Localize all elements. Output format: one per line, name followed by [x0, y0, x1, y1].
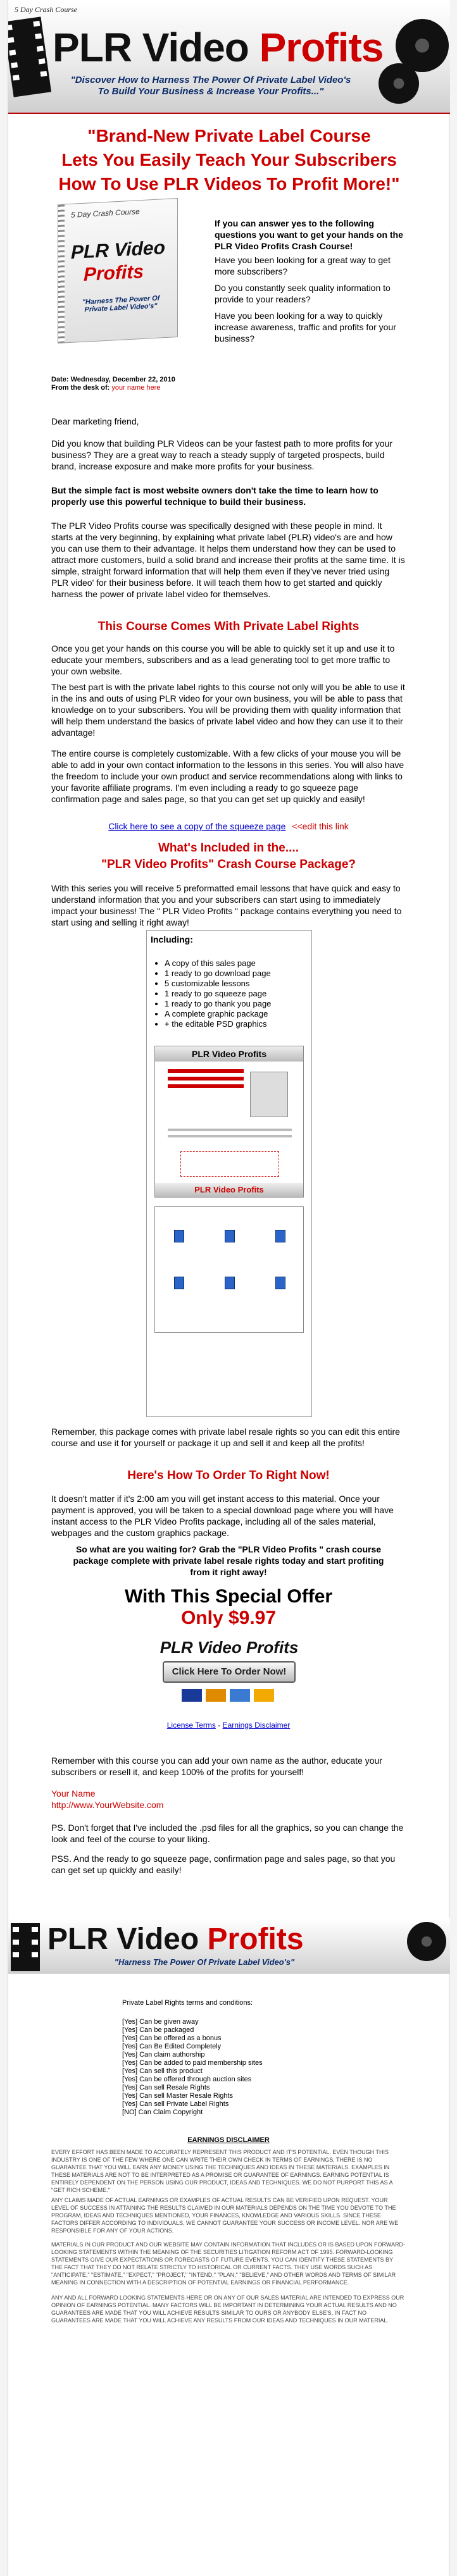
ecover-image: 5 Day Crash Course PLR Video Profits "Harness The Power Of Private Label Video's"	[58, 198, 178, 344]
rights-item: [Yes] Can be offered as a bonus	[122, 2034, 222, 2042]
section-title: Here's How To Order To Right Now!	[127, 1469, 330, 1482]
body-paragraph: It doesn't matter if it's 2:00 am you will get instant access to this material. Once your payment is approved, you will be taken to a special download page where you will have instant access to the PLR Video Profits package, including all of the sales material, webpages and the custom graphics package.	[51, 1494, 394, 1538]
greeting: Dear marketing friend,	[51, 416, 139, 426]
header-subtitle: "Discover How to Harness The Power Of Private Label Video's To Build Your Business & Increase Your Profits..."	[70, 75, 351, 97]
hero-intro: If you can answer yes to the following questions you want to get your hands on the PLR Video Profits Crash Course!	[215, 218, 403, 251]
rights-item: [Yes] Can sell this product	[122, 2067, 203, 2075]
salespage-thumbnail: PLR Video Profits PLR Video Profits	[154, 1046, 304, 1198]
includes-item: • A complete graphic package	[165, 1009, 305, 1019]
from-line: From the desk of: your name here	[51, 384, 161, 392]
rights-item: [Yes] Can sell Resale Rights	[122, 2084, 210, 2091]
body-paragraph: The PLR Video Profits course was specifically designed with these people in mind. It starts at the very beginning, by explaining what private label (PLR) video's are and how you can use them to their advantage. It helps them understand how they can be used to attract more customers, build a solid brand and increase their profits at the same time. It is simple, straight forward information that will help them even if they've never tried using PLR video' for their business before. It will teach them how to get started and quickly harness the power of private label video for themselves.	[51, 521, 405, 599]
rights-item: [Yes] Can be given away	[122, 2018, 199, 2026]
ps-paragraph: PS. Don't forget that I've included the .psd files for all the graphics, so you can change the look and feel of the course to your liking.	[51, 1823, 404, 1844]
includes-box	[146, 930, 312, 1417]
rights-item: [Yes] Can be packaged	[122, 2026, 194, 2034]
footer-subtitle: "Harness The Power Of Private Label Video's"	[114, 1957, 295, 1967]
body-paragraph: Once you get your hands on this course you will be able to quickly set it up and use it to educate your members, subscribers and as a lead generating tool to get more traffic to your own website.	[51, 643, 395, 676]
disclaimer-title: EARNINGS DISCLAIMER	[187, 2136, 270, 2144]
signature-url: http://www.YourWebsite.com	[51, 1800, 164, 1810]
film-strip-icon	[11, 1923, 40, 1971]
section-title: "PLR Video Profits" Crash Course Package?	[101, 858, 356, 871]
body-paragraph: The best part is with the private label rights to this course not only will you be able to use it in the ins and outs of using PLR video for your own business, you will be able to pass that knowledge on to your subscribers. You will be providing them with quality information that will help them understand the basics of private label video and how they can use it to their advantage!	[51, 682, 405, 738]
body-paragraph: With this series you will receive 5 preformatted email lessons that have quick and easy to understand information that you and your subscribers can start using to immediately impact your business! The " PLR Video Profits " package contains everything you need to start using and selling it right away!	[51, 883, 402, 927]
order-now-button[interactable]: Click Here To Order Now!	[163, 1661, 296, 1683]
offer-title: With This Special Offer	[124, 1586, 333, 1607]
includes-item: • 1 ready to go thank you page	[165, 999, 305, 1009]
disclaimer-paragraph: ANY CLAIMS MADE OF ACTUAL EARNINGS OR EXAMPLES OF ACTUAL RESULTS CAN BE VERIFIED UPON REQUEST. YOUR LEVEL OF SUCCESS IN ATTAINING THE RESULTS CLAIMED IN OUR MATERIALS DEPENDS ON THE TIME YOU DEVOTE TO THE PROGRAM, IDEAS AND TECHNIQUES MENTIONED, YOUR FINANCES, KNOWLEDGE AND VARIOUS SKILLS. SINCE THESE FACTORS DIFFER ACCORDING TO INDIVIDUALS, WE CANNOT GUARANTEE YOUR SUCCESS OR INCOME LEVEL. NOR ARE WE RESPONSIBLE FOR ANY OF YOUR ACTIONS.	[51, 2197, 399, 2234]
includes-item: • 5 customizable lessons	[165, 979, 305, 989]
rights-list	[122, 2018, 375, 2117]
rights-item: [NO] Can Claim Copyright	[122, 2108, 203, 2116]
body-paragraph: The entire course is completely customizable. With a few clicks of your mouse you will be able to add in your own contact information to the lessons in this series. You will also have the freedom to include your own product and service recommendations along with links to your favorite affiliate programs. I'm even including a ready to go squeeze page confirmation page and sales page, so that you can get set up quickly and easily!	[51, 748, 404, 804]
rights-item: [Yes] Can sell Master Resale Rights	[122, 2092, 234, 2100]
payment-cards-icon	[182, 1689, 277, 1702]
disclaimer-paragraph: ANY AND ALL FORWARD LOOKING STATEMENTS HERE OR ON ANY OF OUR SALES MATERIAL ARE INTENDED TO EXPRESS OUR OPINION OF EARNINGS POTENTIAL. MANY FACTORS WILL BE IMPORTANT IN DETERMINING YOUR ACTUAL RESULTS AND NO GUARANTEES ARE MADE THAT YOU WILL ACHIEVE RESULTS SIMILAR TO OURS OR ANYBODY ELSE'S, IN FACT NO GUARANTEES ARE MADE THAT YOU WILL ACHIEVE ANY RESULTS FROM OUR IDEAS AND TECHNIQUES IN OUR MATERIAL.	[51, 2294, 404, 2324]
hero-question: Have you been looking for a great way to get more subscribers?	[215, 255, 391, 276]
section-title: What's Included in the....	[158, 841, 299, 855]
pss-paragraph: PSS. And the ready to go squeeze page, confirmation page and sales page, so that you can get set up quickly and easily!	[51, 1854, 396, 1875]
includes-list	[153, 958, 305, 1029]
order-logo: PLR Video Profits	[160, 1638, 299, 1657]
hero-question: Do you constantly seek quality information to provide to your readers?	[215, 283, 391, 304]
date-line: Date: Wednesday, December 22, 2010	[51, 376, 175, 383]
license-terms-link[interactable]: License Terms	[166, 1721, 216, 1730]
body-paragraph: Did you know that building PLR Videos can be your fastest path to more profits for your business? They are a great way to reach a steady supply of targeted prospects, build brand, increase exposure and make more profits for your business.	[51, 438, 393, 471]
disclaimer-paragraph: MATERIALS IN OUR PRODUCT AND OUR WEBSITE MAY CONTAIN INFORMATION THAT INCLUDES OR IS BASED UPON FORWARD-LOOKING STATEMENTS WITHIN THE MEANING OF THE SECURITIES LITIGATION REFORM ACT OF 1995. FORWARD-LOOKING STATEMENTS GIVE OUR EXPECTATIONS OR FORECASTS OF FUTURE EVENTS. YOU CAN IDENTIFY THESE STATEMENTS BY THE FACT THAT THEY DO NOT RELATE STRICTLY TO HISTORICAL OR CURRENT FACTS. THEY USE WORDS SUCH AS "ANTICIPATE," "ESTIMATE," "EXPECT," "PROJECT," "INTEND," "PLAN," "BELIEVE," AND OTHER WORDS AND TERMS OF SIMILAR MEANING IN CONNECTION WITH A DESCRIPTION OF POTENTIAL EARNINGS OR FINANCIAL PERFORMANCE.	[51, 2241, 406, 2286]
squeeze-link-row: Click here to see a copy of the squeeze page <<edit this link	[108, 821, 349, 831]
body-paragraph-bold: But the simple fact is most website owners don't take the time to learn how to properly use this powerful technique to build their business.	[51, 485, 379, 507]
earnings-disclaimer-link[interactable]: Earnings Disclaimer	[222, 1721, 291, 1730]
section-title: This Course Comes With Private Label Rights	[97, 620, 360, 633]
film-reel-icon	[379, 63, 419, 104]
header-banner	[8, 0, 450, 114]
hero-question: Have you been looking for a way to quickly increase awareness, traffic and profits for your business?	[215, 311, 396, 344]
rights-title: Private Label Rights terms and conditions:	[122, 1999, 253, 2007]
header-title: PLR Video Profits	[53, 25, 384, 70]
rights-item: [Yes] Can sell Private Label Rights	[122, 2100, 229, 2108]
header-tag: 5 Day Crash Course	[15, 5, 78, 14]
includes-item: • + the editable PSD graphics	[165, 1019, 305, 1029]
footer-title: PLR Video Profits	[47, 1923, 304, 1956]
film-strip-icon	[8, 16, 51, 97]
hero-headline: "Brand-New Private Label Course Lets You Easily Teach Your Subscribers How To Use PLR Videos To Profit More!"	[58, 126, 400, 194]
includes-item: • 1 ready to go squeeze page	[165, 989, 305, 999]
rights-item: [Yes] Can Be Edited Completely	[122, 2043, 222, 2050]
footer-banner	[8, 1918, 450, 1974]
rights-item: [Yes] Can be offered through auction sites	[122, 2076, 252, 2083]
includes-item: • A copy of this sales page	[165, 958, 305, 969]
cta-paragraph: So what are you waiting for? Grab the "PLR Video Profits " crash course package complete with private label resale rights today and start profiting from it right away!	[73, 1544, 384, 1577]
page-frame	[8, 0, 449, 2576]
rights-item: [Yes] Can be added to paid membership sites	[122, 2059, 263, 2067]
includes-title: Including:	[151, 934, 193, 944]
order-button-block[interactable]	[150, 1638, 308, 1718]
squeeze-page-link[interactable]: Click here to see a copy of the squeeze page	[108, 821, 286, 831]
film-reel-icon	[407, 1922, 446, 1961]
disclaimer-paragraph: EVERY EFFORT HAS BEEN MADE TO ACCURATELY REPRESENT THIS PRODUCT AND IT'S POTENTIAL. EVEN THOUGH THIS INDUSTRY IS ONE OF THE FEW WHERE ONE CAN WRITE THEIR OWN CHECK IN TERMS OF EARNINGS, THERE IS NO GUARANTEE THAT YOU WILL EARN ANY MONEY USING THE TECHNIQUES AND IDEAS IN THESE MATERIALS. EXAMPLES IN THESE MATERIALS ARE NOT TO BE INTERPRETED AS A PROMISE OR GUARANTEE OF EARNINGS. EARNING POTENTIAL IS ENTIRELY DEPENDENT ON THE PERSON USING OUR PRODUCT, IDEAS AND TECHNIQUES. WE DO NOT PURPORT THIS AS A "GET RICH SCHEME."	[51, 2149, 393, 2193]
body-paragraph: Remember, this package comes with private label resale rights so you can edit this entire course and use it for yourself or package it up and sell it and keep all the profits!	[51, 1427, 400, 1448]
files-thumbnail	[154, 1206, 304, 1333]
terms-links: License Terms - Earnings Disclaimer	[166, 1721, 291, 1730]
rights-item: [Yes] Can claim authorship	[122, 2051, 205, 2059]
signature-name: Your Name	[51, 1788, 96, 1799]
includes-item: • 1 ready to go download page	[165, 969, 305, 979]
body-paragraph: Remember with this course you can add your own name as the author, educate your subscribers or resell it, and keep 100% of the profits for yourself!	[51, 1756, 382, 1777]
offer-price: Only $9.97	[180, 1607, 277, 1628]
